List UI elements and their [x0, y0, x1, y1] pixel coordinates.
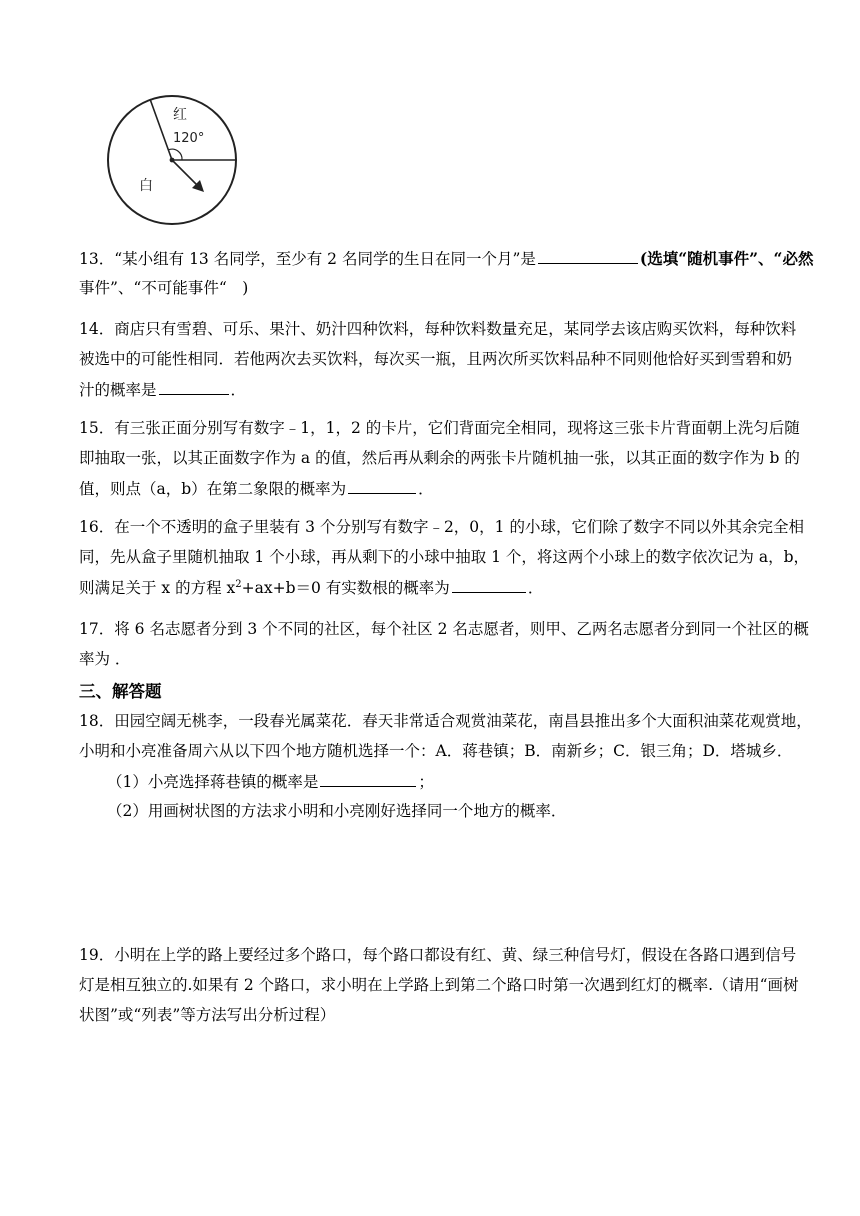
question-16 — [79, 512, 819, 602]
spinner-label-red: 红 — [173, 107, 187, 123]
answer-blank[interactable] — [538, 243, 638, 264]
question-13 — [79, 243, 819, 303]
q14-text-2: 被选中的可能性相同．若他两次去买饮料，每次买一瓶，且两次所买饮料品种不同则他恰好买到雪碧和奶 — [79, 350, 793, 368]
q13-text-3: 事件”、“不可能事件“ ) — [79, 279, 249, 297]
q15-text-3: 值，则点（a，b）在第二象限的概率为 — [79, 480, 347, 498]
spinner-diagram — [103, 93, 241, 227]
spinner-label-white: 白 — [139, 178, 153, 194]
q16-text-5: ． — [527, 579, 544, 597]
q13-text-1: 13．“某小组有 13 名同学，至少有 2 名同学的生日在同一个月”是 — [79, 250, 536, 268]
answer-blank[interactable] — [159, 374, 229, 395]
question-18 — [79, 706, 819, 826]
q17-text-2: 率为 ． — [79, 650, 131, 668]
question-15 — [79, 413, 819, 503]
q16-text-4: +ax+b＝0 有实数根的概率为 — [241, 579, 450, 597]
question-17 — [79, 614, 819, 674]
section-heading: 三、解答题 — [79, 682, 162, 701]
q19-text-3: 状图”或“列表”等方法写出分析过程） — [79, 1006, 336, 1024]
answer-blank[interactable] — [452, 572, 526, 593]
spinner-divider-upper — [150, 99, 172, 160]
q19-text-1: 19．小明在上学的路上要经过多个路口，每个路口都设有红、黄、绿三种信号灯，假设在各路口遇到信号 — [79, 946, 797, 964]
question-14 — [79, 314, 819, 404]
q18-text-4: ； — [418, 773, 434, 791]
q14-text-4: ． — [230, 381, 247, 399]
q18-text-1: 18．田园空阔无桃李，一段春光属菜花．春天非常适合观赏油菜花，南昌县推出多个大面积油菜花观赏地， — [79, 712, 812, 730]
q16-text-2: 同，先从盒子里随机抽取 1 个小球，再从剩下的小球中抽取 1 个，将这两个小球上的数字依次记为 a，b， — [79, 548, 810, 566]
q14-text-1: 14．商店只有雪碧、可乐、果汁、奶汁四种饮料，每种饮料数量充足，某同学去该店购买饮料，每种饮料 — [79, 320, 797, 338]
answer-blank[interactable] — [348, 473, 416, 494]
q13-text-2: (选填“随机事件”、“必然 — [639, 249, 814, 268]
answer-blank[interactable] — [320, 766, 416, 787]
q14-text-3: 汁的概率是 — [79, 381, 157, 399]
q16-text-1: 16．在一个不透明的盒子里装有 3 个分别写有数字﹣2，0，1 的小球，它们除了数字不同以外其余完全相 — [79, 518, 804, 536]
spinner-label-angle: 120° — [173, 131, 205, 146]
q15-text-2: 即抽取一张，以其正面数字作为 a 的值，然后再从剩余的两张卡片随机抽一张，以其正面的数字作为 b 的 — [79, 449, 800, 467]
q15-text-1: 15．有三张正面分别写有数字﹣1，1，2 的卡片，它们背面完全相同，现将这三张卡片背面朝上洗匀后随 — [79, 419, 800, 437]
q15-text-4: ． — [418, 480, 434, 498]
q17-text-1: 17．将 6 名志愿者分到 3 个不同的社区，每个社区 2 名志愿者，则甲、乙两名志愿者分到同一个社区的概 — [79, 620, 809, 638]
q18-text-2: 小明和小亮准备周六从以下四个地方随机选择一个：A．蒋巷镇；B．南新乡；C．银三角；D．塔城乡． — [79, 742, 793, 760]
q16-exponent: 2 — [235, 578, 242, 590]
q18-text-3: （1）小亮选择蒋巷镇的概率是 — [107, 773, 319, 791]
q16-text-3: 则满足关于 x 的方程 x — [79, 579, 236, 597]
question-19 — [79, 940, 819, 1030]
q18-text-5: （2）用画树状图的方法求小明和小亮刚好选择同一个地方的概率． — [107, 802, 567, 820]
q19-text-2: 灯是相互独立的.如果有 2 个路口，求小明在上学路上到第二个路口时第一次遇到红灯的概率.（请用“画树 — [79, 976, 799, 994]
spinner-pointer-arrow — [172, 160, 199, 187]
